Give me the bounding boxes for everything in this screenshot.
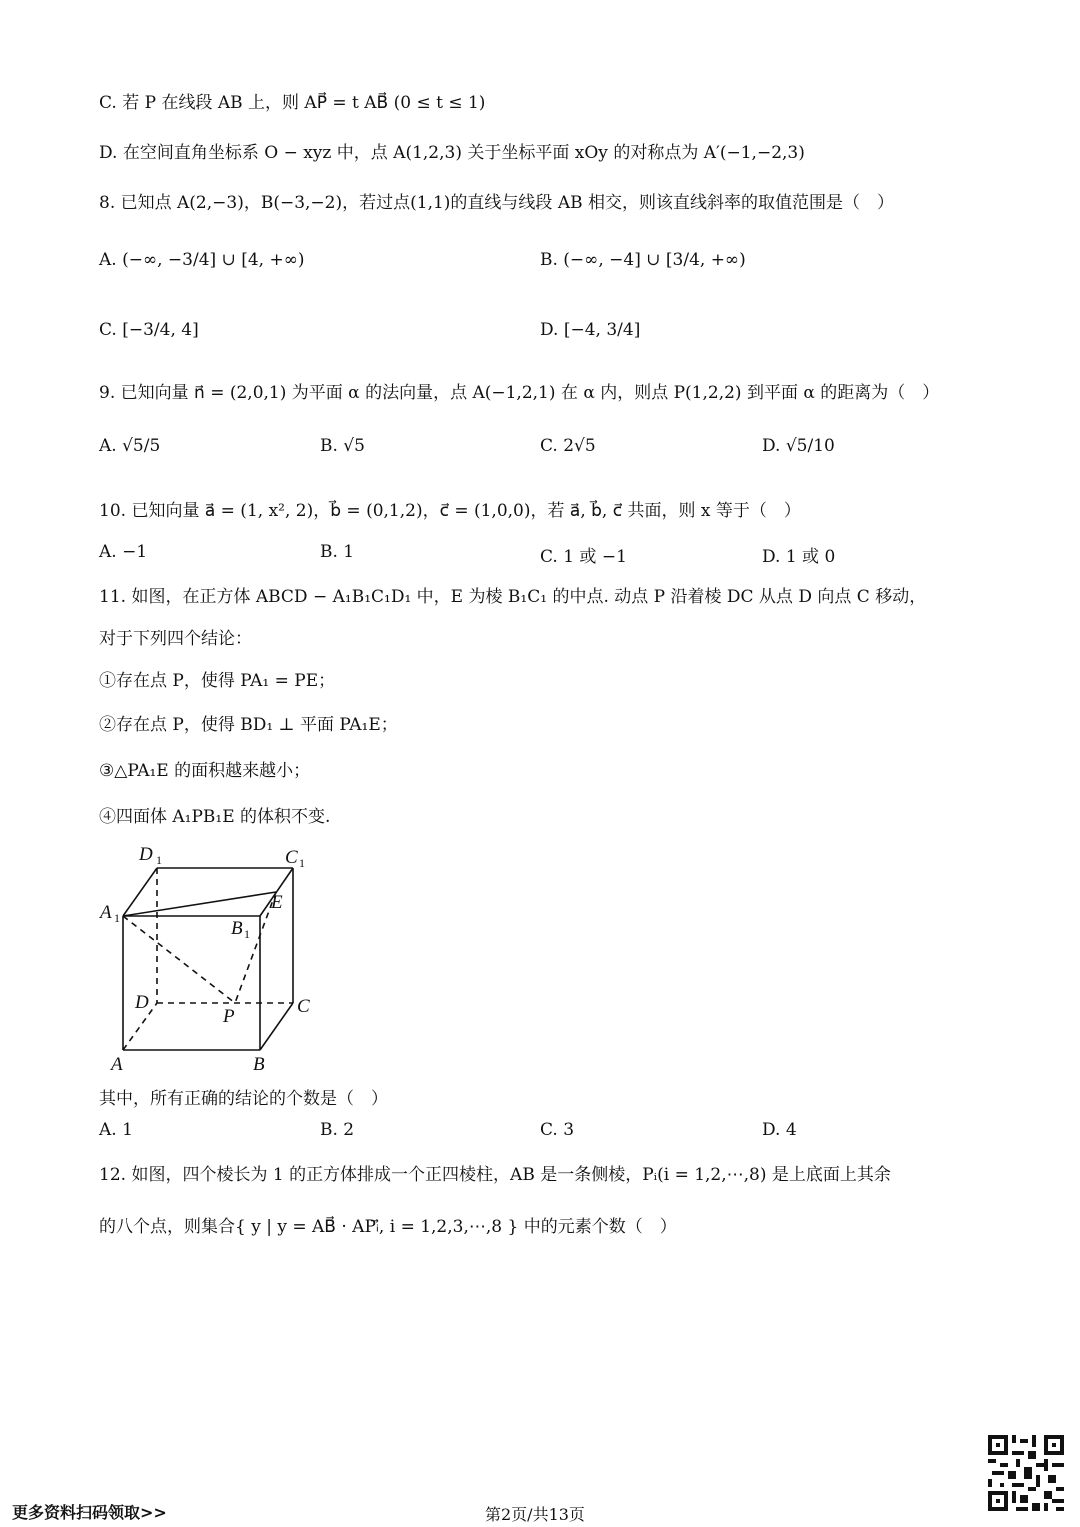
q8-stem: 8. 已知点 A(2,−3)，B(−3,−2)，若过点(1,1)的直线与线段 AB 相交，则该直线斜率的取值范围是（ ） <box>99 193 895 213</box>
q9-option-d: D. √5/10 <box>762 436 835 456</box>
q11-stem-line1: 11. 如图，在正方体 ABCD − A₁B₁C₁D₁ 中，E 为棱 B₁C₁ 的中点. 动点 P 沿着棱 DC 从点 D 向点 C 移动， <box>99 587 927 607</box>
q11-statement-3: ③△PA₁E 的面积越来越小； <box>99 761 311 781</box>
q8-option-a: A. (−∞, −3/4] ∪ [4, +∞) <box>99 250 305 270</box>
label-d1: D <box>139 844 153 865</box>
label-a: A <box>111 1054 123 1075</box>
q9-option-a: A. √5/5 <box>99 436 161 456</box>
q7-option-d: D. 在空间直角坐标系 O − xyz 中，点 A(1,2,3) 关于坐标平面 xOy 的对称点为 A′(−1,−2,3) <box>99 143 805 163</box>
q8-option-c: C. [−3/4, 4] <box>99 320 199 340</box>
q11-stem-line2: 对于下列四个结论： <box>99 629 252 649</box>
cube-figure <box>95 838 335 1078</box>
page-number: 第2页/共13页 <box>485 1505 585 1524</box>
label-a1-sub: 1 <box>114 911 120 925</box>
footer-promo-link[interactable]: 更多资料扫码领取>> <box>12 1503 167 1522</box>
label-e: E <box>271 892 283 913</box>
q11-ask: 其中，所有正确的结论的个数是（ ） <box>99 1089 388 1109</box>
q8-option-b: B. (−∞, −4] ∪ [3/4, +∞) <box>540 250 746 270</box>
q11-option-c: C. 3 <box>540 1120 575 1140</box>
label-a1: A <box>100 902 112 923</box>
q10-option-c: C. 1 或 −1 <box>540 547 627 567</box>
q10-stem: 10. 已知向量 a⃗ = (1, x², 2)，b⃗ = (0,1,2)，c⃗ = (1,0,0)，若 a⃗, b⃗, c⃗ 共面，则 x 等于（ ） <box>99 501 801 521</box>
q10-option-d: D. 1 或 0 <box>762 547 836 567</box>
label-b1: B <box>231 918 243 939</box>
q11-statement-2: ②存在点 P，使得 BD₁ ⊥ 平面 PA₁E； <box>99 715 398 735</box>
q11-statement-1: ①存在点 P，使得 PA₁ = PE； <box>99 671 336 691</box>
label-c: C <box>297 996 310 1017</box>
q12-stem-line2: 的八个点，则集合{ y | y = AB⃗ · APᵢ⃗, i = 1,2,3,⋯,8 } 中的元素个数（ ） <box>99 1217 677 1237</box>
q11-statement-4: ④四面体 A₁PB₁E 的体积不变. <box>99 807 331 827</box>
q9-option-b: B. √5 <box>320 436 365 456</box>
q11-option-d: D. 4 <box>762 1120 797 1140</box>
label-d1-sub: 1 <box>156 853 162 867</box>
q12-stem-line1: 12. 如图，四个棱长为 1 的正方体排成一个正四棱柱，AB 是一条侧棱，Pᵢ(i = 1,2,⋯,8) 是上底面上其余 <box>99 1165 891 1185</box>
q9-option-c: C. 2√5 <box>540 436 596 456</box>
q8-option-d: D. [−4, 3/4] <box>540 320 641 340</box>
q9-stem: 9. 已知向量 n⃗ = (2,0,1) 为平面 α 的法向量，点 A(−1,2,1) 在 α 内，则点 P(1,2,2) 到平面 α 的距离为（ ） <box>99 383 940 403</box>
q10-option-a: A. −1 <box>99 542 148 562</box>
q7-option-c: C. 若 P 在线段 AB 上，则 AP⃗ = t AB⃗ (0 ≤ t ≤ 1) <box>99 93 486 113</box>
label-b1-sub: 1 <box>244 927 250 941</box>
qr-code-icon[interactable] <box>988 1435 1064 1511</box>
label-p: P <box>223 1006 235 1027</box>
label-c1: C <box>285 847 298 868</box>
label-d: D <box>135 992 149 1013</box>
label-c1-sub: 1 <box>299 856 305 870</box>
q11-option-a: A. 1 <box>99 1120 133 1140</box>
label-b: B <box>253 1054 265 1075</box>
q11-option-b: B. 2 <box>320 1120 355 1140</box>
q10-option-b: B. 1 <box>320 542 355 562</box>
